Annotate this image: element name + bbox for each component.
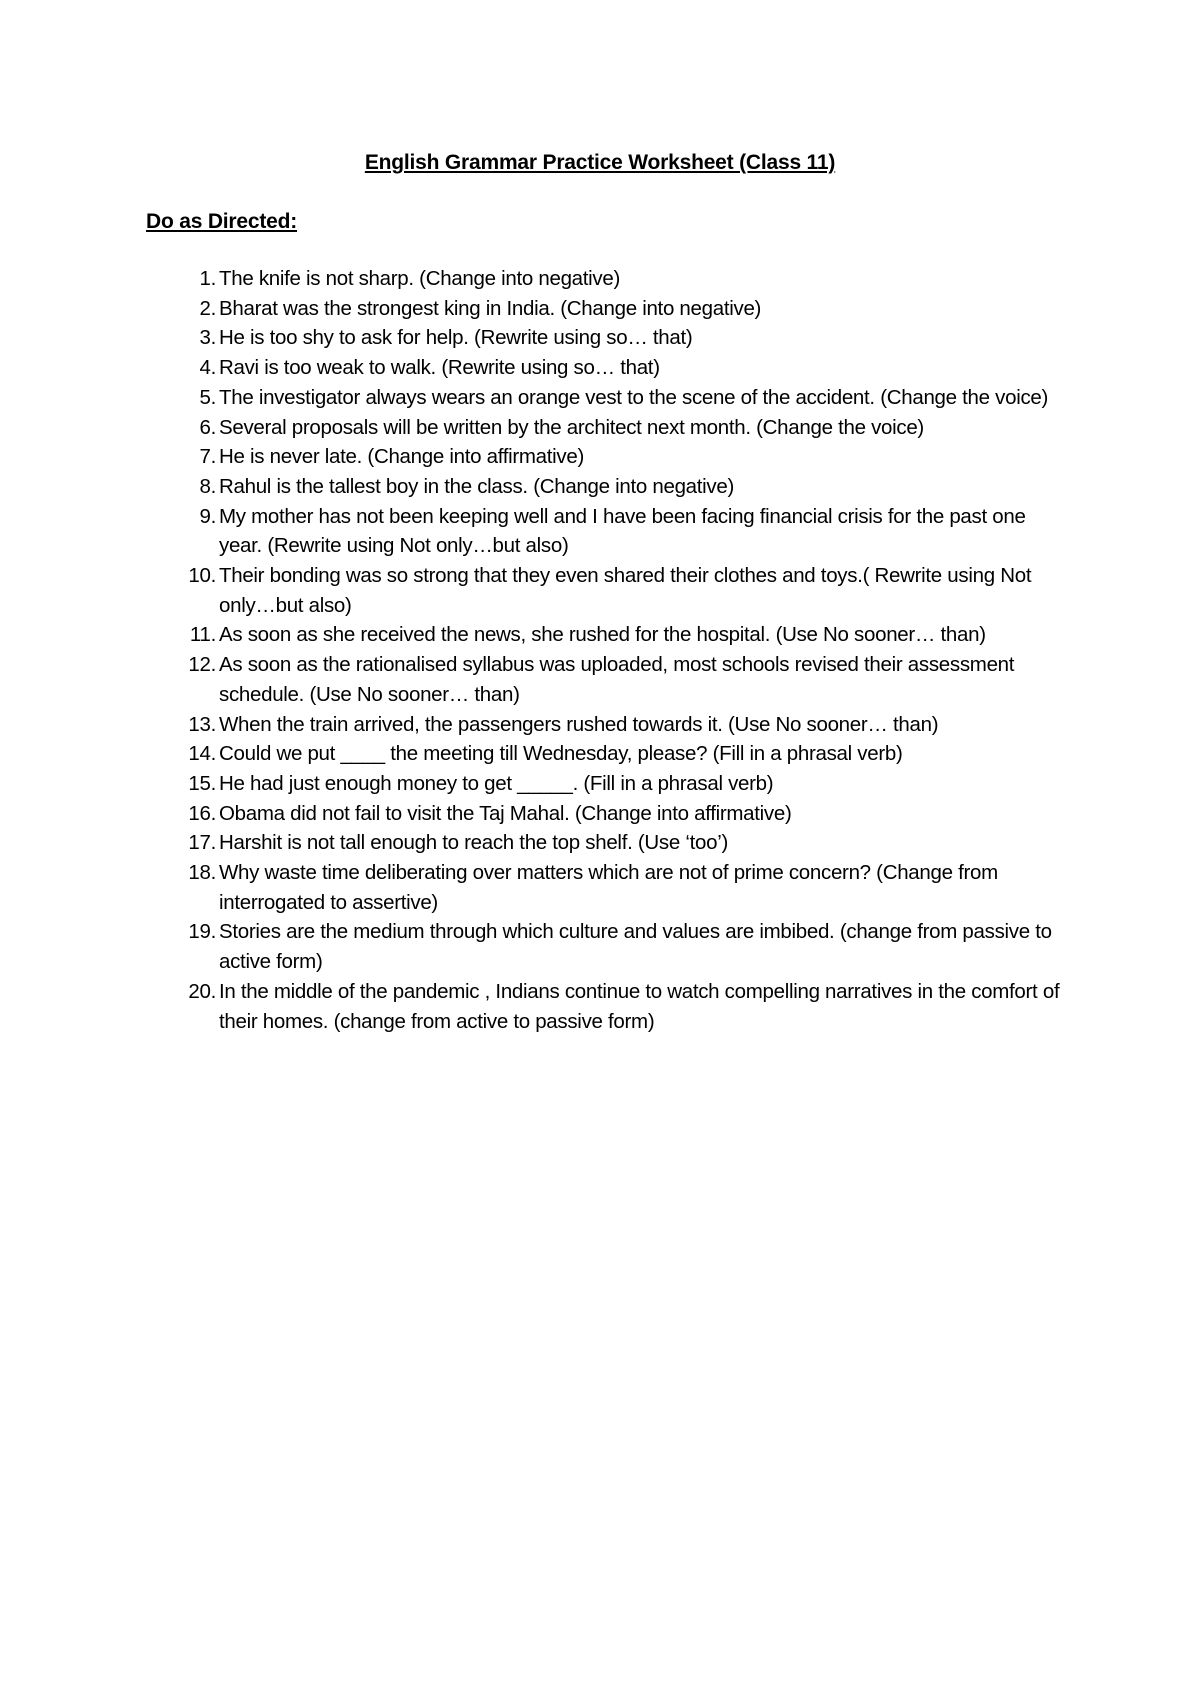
item-number: 6. xyxy=(199,415,216,439)
item-text: As soon as she received the news, she rushed for the hospital. (Use No sooner… than) xyxy=(219,623,986,647)
list-item xyxy=(146,442,1066,472)
item-number: 8. xyxy=(199,474,216,498)
item-text: He had just enough money to get _____. (Fill in a phrasal verb) xyxy=(219,771,774,795)
item-number: 20. xyxy=(188,979,216,1003)
item-number: 16. xyxy=(188,801,216,825)
item-number: 15. xyxy=(188,771,216,795)
list-item xyxy=(146,858,1066,917)
list-item xyxy=(146,799,1066,829)
item-number: 12. xyxy=(188,653,216,677)
item-text: Their bonding was so strong that they even shared their clothes and toys.( Rewrite using Not only…but also) xyxy=(219,564,1032,617)
item-text: Why waste time deliberating over matters which are not of prime concern? (Change from interrogated to assertive) xyxy=(219,861,998,914)
exercise-list xyxy=(146,264,1066,1036)
item-number: 1. xyxy=(199,267,216,290)
item-text: Ravi is too weak to walk. (Rewrite using so… that) xyxy=(219,356,660,380)
list-item xyxy=(146,650,1066,709)
item-number: 10. xyxy=(188,564,216,588)
list-item xyxy=(146,710,1066,740)
item-text: My mother has not been keeping well and I have been facing financial crisis for the past one year. (Rewrite using Not only…but also) xyxy=(219,504,1026,558)
list-item xyxy=(146,620,1066,650)
item-text: The investigator always wears an orange vest to the scene of the accident. (Change the voice) xyxy=(219,385,1049,409)
item-text: He is too shy to ask for help. (Rewrite using so… that) xyxy=(219,326,693,350)
item-number: 17. xyxy=(188,831,216,855)
list-item xyxy=(146,383,1066,413)
item-text: Rahul is the tallest boy in the class. (Change into negative) xyxy=(219,474,735,498)
item-text: The knife is not sharp. (Change into negative) xyxy=(219,267,620,290)
list-item xyxy=(146,264,1066,294)
list-item xyxy=(146,769,1066,799)
item-number: 14. xyxy=(188,742,216,766)
list-item xyxy=(146,739,1066,769)
item-text: Bharat was the strongest king in India. (Change into negative) xyxy=(219,296,762,320)
item-text: Harshit is not tall enough to reach the top shelf. (Use ‘too’) xyxy=(219,831,728,855)
list-item xyxy=(146,294,1066,324)
item-number: 9. xyxy=(199,504,216,528)
worksheet-title: English Grammar Practice Worksheet (Class 11) xyxy=(364,151,836,174)
item-text: Could we put ____ the meeting till Wednesday, please? (Fill in a phrasal verb) xyxy=(219,742,903,766)
item-text: Stories are the medium through which culture and values are imbibed. (change from passive to active form) xyxy=(219,920,1052,974)
list-item xyxy=(146,502,1066,561)
item-number: 7. xyxy=(199,445,216,469)
list-item xyxy=(146,977,1066,1036)
item-text: When the train arrived, the passengers rushed towards it. (Use No sooner… than) xyxy=(219,712,939,736)
item-number: 18. xyxy=(188,861,216,885)
item-number: 4. xyxy=(199,356,216,380)
list-item xyxy=(146,353,1066,383)
item-text: He is never late. (Change into affirmative) xyxy=(219,445,585,469)
item-text: Several proposals will be written by the architect next month. (Change the voice) xyxy=(219,415,924,439)
list-item xyxy=(146,472,1066,502)
list-item xyxy=(146,323,1066,353)
item-number: 2. xyxy=(199,296,216,320)
item-number: 3. xyxy=(199,326,216,350)
list-item xyxy=(146,828,1066,858)
list-item xyxy=(146,561,1066,620)
section-heading: Do as Directed: xyxy=(146,210,298,233)
item-number: 5. xyxy=(199,385,216,409)
list-item xyxy=(146,413,1066,443)
item-text: As soon as the rationalised syllabus was uploaded, most schools revised their assessment schedule. (Use No sooner… than) xyxy=(219,653,1015,706)
list-item xyxy=(146,917,1066,976)
item-text: In the middle of the pandemic , Indians continue to watch compelling narratives in the comfort of their homes. (change from active to passive form) xyxy=(219,979,1060,1033)
item-number: 13. xyxy=(188,712,216,736)
item-number: 19. xyxy=(188,920,216,944)
item-text: Obama did not fail to visit the Taj Mahal. (Change into affirmative) xyxy=(219,801,792,825)
item-number: 11. xyxy=(189,623,216,647)
